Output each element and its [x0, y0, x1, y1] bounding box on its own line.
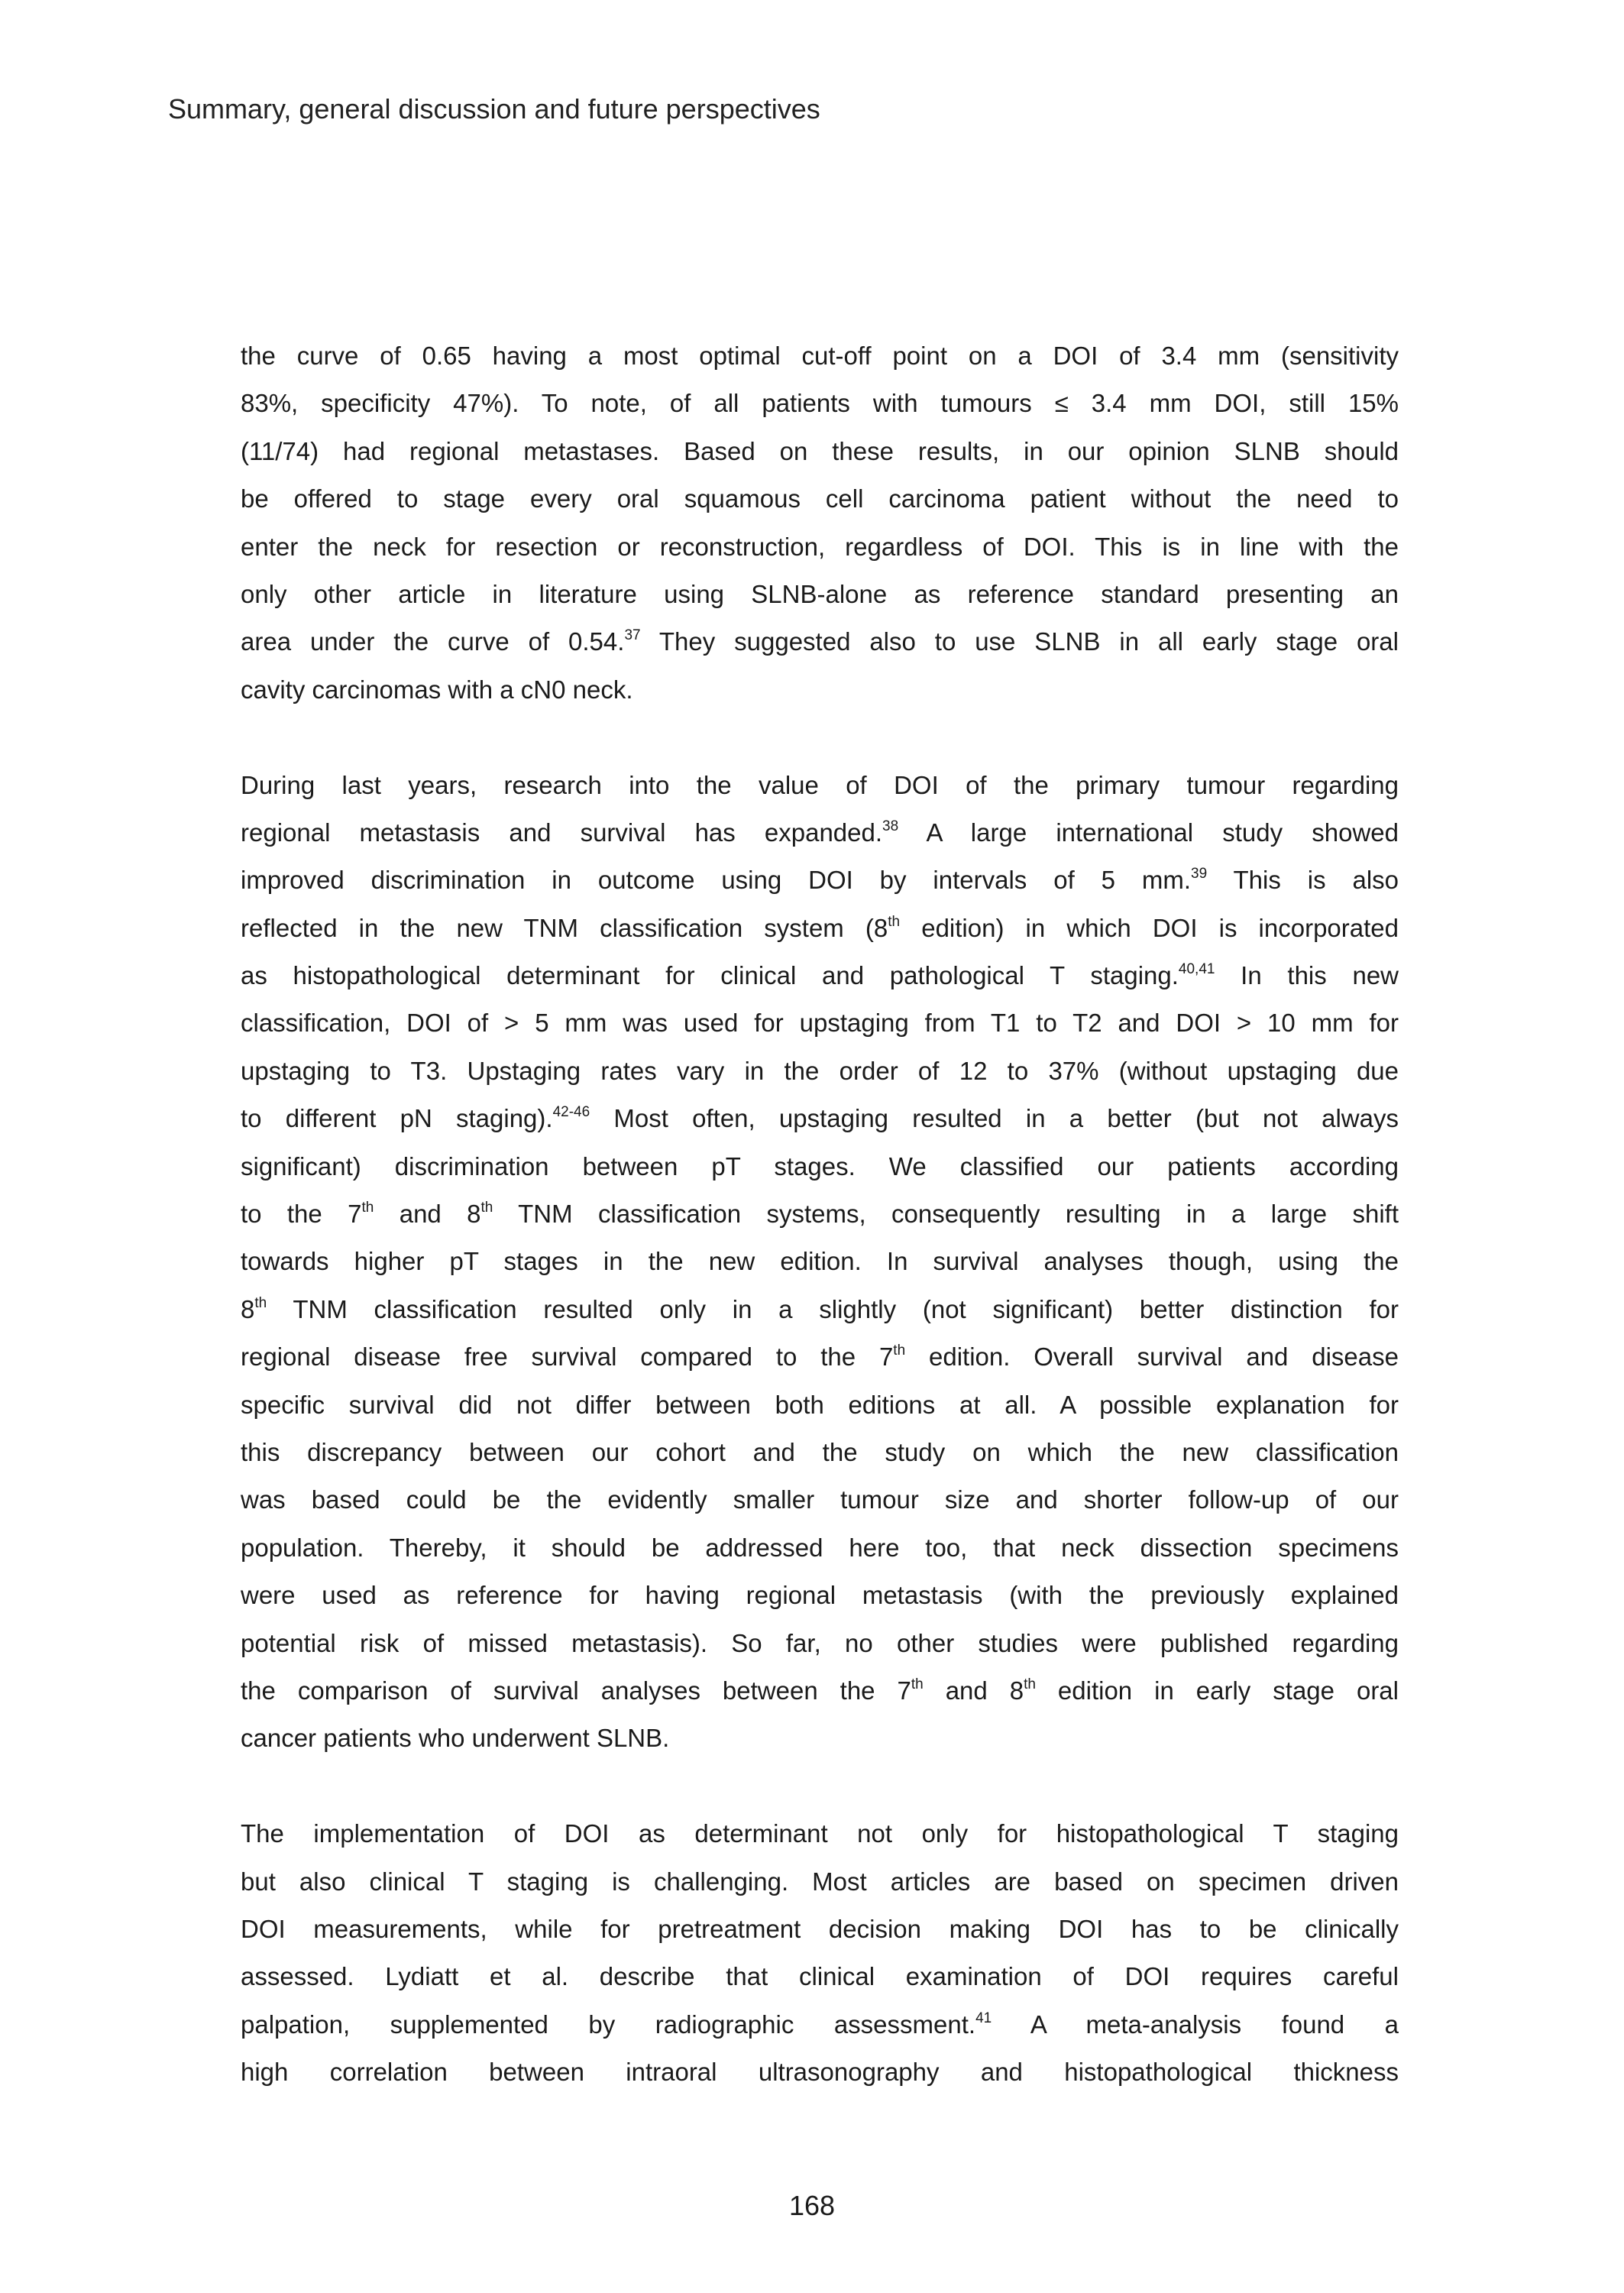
- text-line: [241, 1524, 1399, 1572]
- text-line: [241, 523, 1399, 571]
- text-line: [241, 332, 1399, 380]
- text-run: Most often, upstaging resulted in a better (but not always: [590, 1104, 1399, 1133]
- text-line: [241, 1190, 1399, 1238]
- text-run: TNM classification resulted only in a slightly (not significant) better distinction for: [267, 1294, 1399, 1323]
- text-run: The implementation of DOI as determinant not only for histopathological T staging: [241, 1819, 1399, 1848]
- text-line: [241, 905, 1399, 952]
- text-line: [241, 1667, 1399, 1715]
- text-run: only other article in literature using SLNB-alone as reference standard presenting an: [241, 579, 1399, 608]
- text-line: [241, 1572, 1399, 1619]
- superscript: 40,41: [1178, 961, 1215, 978]
- text-run: In this new: [1215, 961, 1399, 990]
- text-line: [241, 666, 1399, 714]
- superscript: 39: [1191, 866, 1208, 883]
- text-run: During last years, research into the value of DOI of the primary tumour regarding: [241, 770, 1399, 799]
- text-run: 8: [241, 1294, 255, 1323]
- text-line: [241, 475, 1399, 523]
- text-line: [241, 1095, 1399, 1142]
- text-run: DOI measurements, while for pretreatment decision making DOI has to be clinically: [241, 1914, 1399, 1943]
- text-run: cavity carcinomas with a cN0 neck.: [241, 675, 633, 704]
- superscript: th: [480, 1200, 493, 1216]
- text-run: This is also: [1207, 866, 1399, 895]
- text-line: [241, 762, 1399, 809]
- text-run: the curve of 0.65 having a most optimal cut-off point on a DOI of 3.4 mm (sensitivity: [241, 342, 1399, 370]
- text-line: [241, 380, 1399, 427]
- text-line: [241, 571, 1399, 618]
- text-line: [241, 1620, 1399, 1667]
- text-line: [241, 1906, 1399, 1953]
- text-run: towards higher pT stages in the new edition. In survival analyses though, using the: [241, 1247, 1399, 1276]
- text-run: upstaging to T3. Upstaging rates vary in the order of 12 to 37% (without upstaging due: [241, 1056, 1399, 1085]
- text-line: [241, 857, 1399, 904]
- text-run: but also clinical T staging is challenging. Most articles are based on specimen driven: [241, 1867, 1399, 1896]
- superscript: th: [911, 1676, 924, 1692]
- text-run: the comparison of survival analyses between the 7: [241, 1676, 911, 1705]
- text-run: were used as reference for having regional metastasis (with the previously explained: [241, 1581, 1399, 1610]
- paragraph: [241, 1810, 1399, 2096]
- text-run: 83%, specificity 47%). To note, of all patients with tumours ≤ 3.4 mm DOI, still 15%: [241, 389, 1399, 418]
- superscript: th: [888, 913, 901, 930]
- text-line: [241, 1238, 1399, 1285]
- text-line: [241, 1429, 1399, 1476]
- superscript: th: [893, 1342, 906, 1359]
- paragraph: [241, 332, 1399, 714]
- text-run: population. Thereby, it should be addressed here too, that neck dissection specimens: [241, 1533, 1399, 1562]
- text-run: assessed. Lydiatt et al. describe that clinical examination of DOI requires careful: [241, 1962, 1399, 1991]
- text-run: significant) discrimination between pT stages. We classified our patients according: [241, 1151, 1399, 1181]
- text-run: edition. Overall survival and disease: [905, 1342, 1399, 1372]
- text-run: edition) in which DOI is incorporated: [900, 913, 1399, 942]
- text-line: [241, 1953, 1399, 2000]
- text-line: [241, 1810, 1399, 1857]
- text-run: potential risk of missed metastasis). So far, no other studies were published regarding: [241, 1628, 1399, 1657]
- superscript: 41: [975, 2010, 992, 2026]
- text-line: [241, 1286, 1399, 1333]
- superscript: 37: [624, 627, 641, 644]
- text-run: area under the curve of 0.54.: [241, 627, 625, 656]
- text-line: [241, 1858, 1399, 1906]
- superscript: 38: [882, 818, 899, 834]
- text-run: TNM classification systems, consequently resulting in a large shift: [493, 1200, 1399, 1229]
- page-number: 168: [788, 2190, 836, 2221]
- text-run: palpation, supplemented by radiographic assessment.: [241, 2010, 976, 2039]
- superscript: th: [1024, 1676, 1036, 1692]
- text-run: classification, DOI of > 5 mm was used for upstaging from T1 to T2 and DOI > 10 mm for: [241, 1009, 1399, 1038]
- text-run: to the 7: [241, 1200, 362, 1229]
- superscript: th: [361, 1200, 374, 1216]
- text-line: [241, 1048, 1399, 1095]
- superscript: 42-46: [552, 1104, 590, 1121]
- text-run: They suggested also to use SLNB in all early stage oral: [640, 627, 1399, 656]
- text-line: [241, 1143, 1399, 1190]
- superscript: th: [254, 1294, 267, 1311]
- text-line: [241, 1381, 1399, 1429]
- text-run: this discrepancy between our cohort and the study on which the new classification: [241, 1437, 1399, 1466]
- text-run: A meta-analysis found a: [992, 2010, 1399, 2039]
- text-run: high correlation between intraoral ultrasonography and histopathological thickness: [241, 2058, 1399, 2087]
- text-run: as histopathological determinant for clinical and pathological T staging.: [241, 961, 1179, 990]
- body-text: [241, 332, 1399, 2144]
- text-line: [241, 618, 1399, 666]
- text-line: [241, 2048, 1399, 2096]
- text-run: edition in early stage oral: [1035, 1676, 1399, 1705]
- text-line: [241, 1476, 1399, 1524]
- text-run: to different pN staging).: [241, 1104, 553, 1133]
- text-run: regional disease free survival compared to the 7: [241, 1342, 894, 1372]
- text-run: was based could be the evidently smaller tumour size and shorter follow-up of our: [241, 1485, 1399, 1514]
- text-line: [241, 1333, 1399, 1381]
- text-run: A large international study showed: [898, 818, 1399, 847]
- text-line: [241, 428, 1399, 475]
- text-run: reflected in the new TNM classification system (8: [241, 913, 888, 942]
- text-run: regional metastasis and survival has expanded.: [241, 818, 883, 847]
- text-line: [241, 809, 1399, 857]
- text-run: improved discrimination in outcome using DOI by intervals of 5 mm.: [241, 866, 1192, 895]
- running-header: Summary, general discussion and future perspectives: [168, 93, 820, 125]
- text-run: and 8: [374, 1200, 481, 1229]
- paragraph: [241, 762, 1399, 1763]
- text-run: enter the neck for resection or reconstruction, regardless of DOI. This is in line with the: [241, 532, 1399, 561]
- text-run: specific survival did not differ between both editions at all. A possible explanation for: [241, 1390, 1399, 1419]
- text-line: [241, 952, 1399, 999]
- text-run: and 8: [923, 1676, 1024, 1705]
- text-line: [241, 2001, 1399, 2048]
- text-run: (11/74) had regional metastases. Based on these results, in our opinion SLNB should: [241, 436, 1399, 465]
- text-line: [241, 1715, 1399, 1762]
- text-line: [241, 999, 1399, 1047]
- text-run: be offered to stage every oral squamous cell carcinoma patient without the need to: [241, 484, 1399, 513]
- text-run: cancer patients who underwent SLNB.: [241, 1724, 670, 1753]
